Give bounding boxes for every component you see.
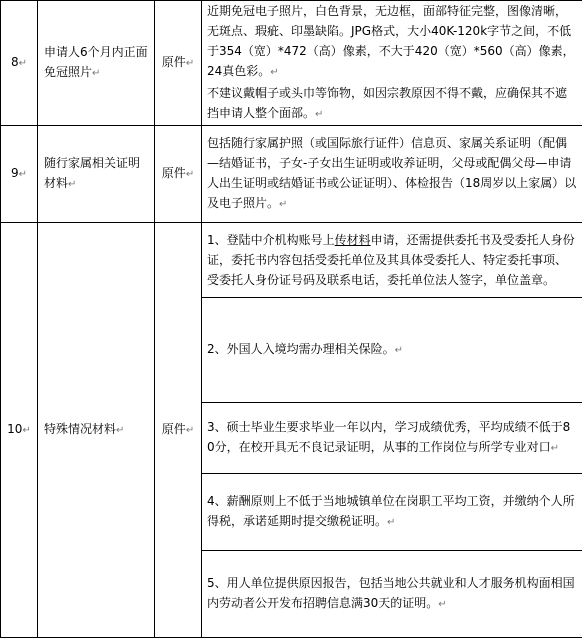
description-paragraph: 不建议戴帽子或头巾等饰物，如因宗教原因不得不戴，应确保其不遮挡申请人整个面部。↵ <box>207 83 577 125</box>
special-item-1: 1、登陆中介机构账号上传材料申请，还需提供委托书及受委托人身份证，委托书内容包括受委托单位及其具体受委托人、特定委托事项、受委托人身份证号码及联系电话，委托单位法人签字，单位盖章。 <box>202 223 582 298</box>
material-name: 随行家属相关证明材料↵ <box>38 126 155 223</box>
row-number: 9↵ <box>1 126 38 223</box>
material-description <box>202 126 582 223</box>
special-item-3: 3、硕士毕业生要求毕业一年以内，学习成绩优秀，平均成绩不低于80分，在校开具无不良记录证明，从事的工作岗位与所学专业对口↵ <box>202 403 582 474</box>
table-row <box>1 1 582 126</box>
special-item-5: 5、用人单位提供原因报告，包括当地公共就业和人才服务机构面相国内劳动者公开发布招聘信息满30天的证明。↵ <box>202 551 582 638</box>
table-row <box>1 223 582 298</box>
material-description <box>202 1 582 126</box>
description-paragraph: 近期免冠电子照片，白色背景，无边框，面部特征完整，图像清晰，无斑点、瑕疵、印墨缺陷。JPG格式，大小40K-120k字节之间，不低于354（宽）*472（高）像素，不大于420（宽）*560（高）像素，24真色彩。↵ <box>207 1 577 83</box>
row-number: 10↵ <box>1 223 38 638</box>
special-item-2: 2、外国人入境均需办理相关保险。↵ <box>202 298 582 403</box>
material-type: 原件↵ <box>155 223 202 638</box>
material-name: 申请人6个月内正面免冠照片↵ <box>38 1 155 126</box>
special-item-4: 4、薪酬原则上不低于当地城镇单位在岗职工平均工资，并缴纳个人所得税，承诺延期时提交缴税证明。↵ <box>202 474 582 551</box>
material-name: 特殊情况材料↵ <box>38 223 155 638</box>
description-paragraph: 包括随行家属护照（或国际旅行证件）信息页、家属关系证明（配偶—结婚证书，子女-子女出生证明或收养证明，父母或配偶父母—申请人出生证明或结婚证书或公证证明）、体检报告（18周岁以上家属）以及电子照片。↵ <box>207 133 577 215</box>
material-type: 原件↵ <box>155 126 202 223</box>
material-type: 原件↵ <box>155 1 202 126</box>
row-number: 8↵ <box>1 1 38 126</box>
table-row <box>1 126 582 223</box>
